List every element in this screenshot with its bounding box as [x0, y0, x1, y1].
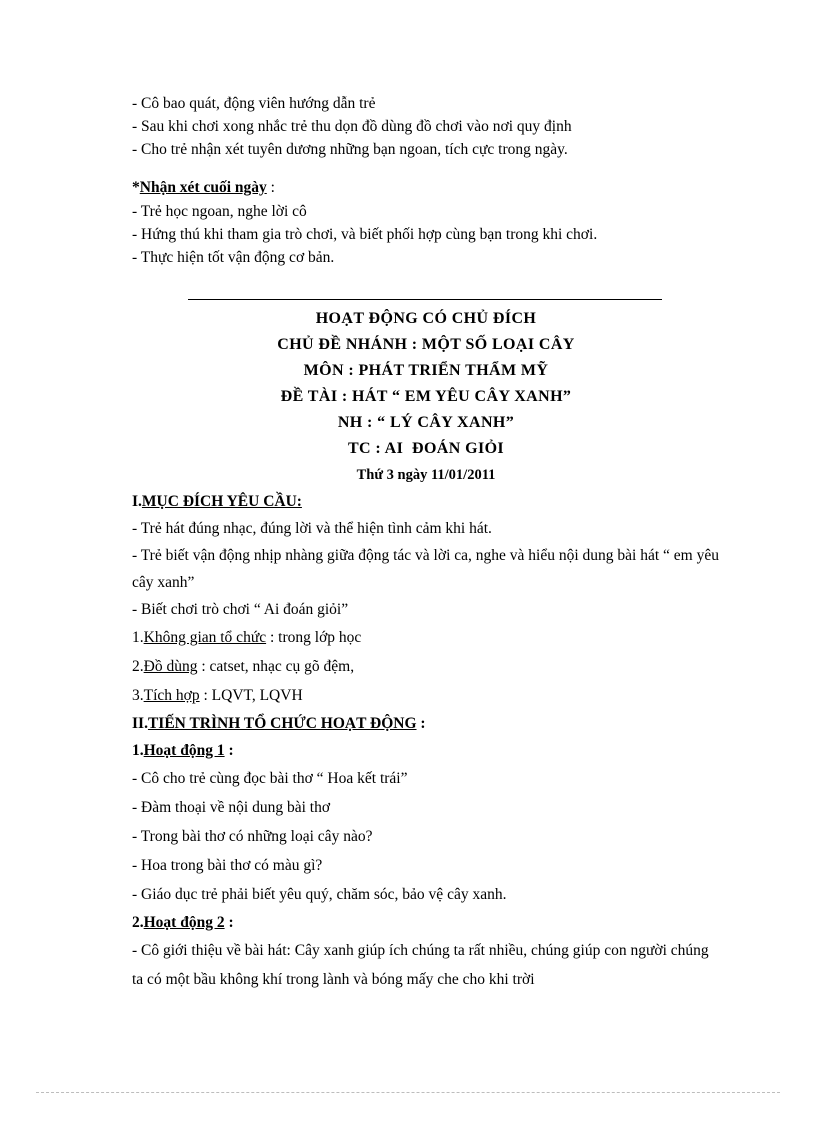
activity-one-bullet: - Trong bài thơ có những loại cây nào? [132, 828, 373, 845]
subitem-text: : LQVT, LQVH [199, 687, 303, 704]
section-one-bullet: - Trẻ biết vận động nhịp nhàng giữa động tác và lời ca, nghe và hiểu nội dung bài hát “ em yêu cây xanh” [132, 547, 719, 591]
activity-one-bullet: - Đàm thoại về nội dung bài thơ [132, 799, 331, 816]
evaluation-heading-star: * [132, 179, 140, 196]
subitem-text: : catset, nhạc cụ gõ đệm, [197, 658, 355, 675]
lesson-title-line: MÔN : PHÁT TRIỂN THẨM MỸ [303, 362, 549, 379]
section-one-heading [132, 488, 720, 515]
section-one [132, 488, 720, 710]
evaluation-heading-colon: : [266, 179, 275, 196]
activity-one-heading [132, 737, 720, 764]
subitem-label: Đồ dùng [143, 658, 198, 675]
section-two-heading [132, 710, 720, 737]
horizontal-divider [188, 299, 662, 300]
evaluation-block [132, 175, 720, 269]
lesson-title-line: NH : “ LÝ CÂY XANH” [337, 414, 515, 431]
section-one-number: I. [132, 493, 142, 510]
top-notes-block [132, 92, 720, 161]
subitem-number: 3. [132, 687, 144, 704]
top-note-line: - Cho trẻ nhận xét tuyên dương những bạn ngoan, tích cực trong ngày. [132, 141, 568, 158]
section-one-subitem [132, 681, 720, 710]
subitem-number: 2. [132, 658, 144, 675]
activity-one-colon: : [224, 742, 234, 759]
section-two-number: II. [132, 715, 148, 732]
subitem-label: Tích hợp [143, 687, 200, 704]
activity-one-bullet: - Cô cho trẻ cùng đọc bài thơ “ Hoa kết trái” [132, 770, 408, 787]
evaluation-item: - Hứng thú khi tham gia trò chơi, và biết phối hợp cùng bạn trong khi chơi. [132, 226, 598, 243]
section-two-heading-text: TIẾN TRÌNH TỔ CHỨC HOẠT ĐỘNG [147, 715, 417, 732]
activity-two-bullet: - Cô giới thiệu về bài hát: Cây xanh giúp ích chúng ta rất nhiều, chúng giúp con người chúng ta có một bầu không khí trong lành và bóng mấy che cho khi trời [132, 942, 709, 988]
section-one-bullet: - Biết chơi trò chơi “ Ai đoán giỏi” [132, 601, 349, 618]
activity-one-label: Hoạt động 1 [143, 742, 225, 759]
evaluation-heading [132, 175, 720, 200]
lesson-date: Thứ 3 ngày 11/01/2011 [356, 467, 496, 483]
spacer [132, 161, 720, 175]
subitem-text: : trong lớp học [266, 629, 362, 646]
evaluation-heading-text: Nhận xét cuối ngày [139, 179, 267, 196]
lesson-title-block [132, 306, 720, 488]
activity-two-colon: : [224, 914, 234, 931]
footer-divider [36, 1092, 780, 1093]
section-one-heading-text: MỤC ĐÍCH YÊU CẦU: [141, 493, 302, 510]
section-two-heading-colon: : [416, 715, 426, 732]
lesson-title-line: CHỦ ĐỀ NHÁNH : MỘT SỐ LOẠI CÂY [277, 336, 575, 353]
spacer [132, 269, 720, 299]
top-note-line: - Cô bao quát, động viên hướng dẫn trẻ [132, 95, 376, 112]
subitem-number: 1. [132, 629, 144, 646]
evaluation-item: - Trẻ học ngoan, nghe lời cô [132, 203, 307, 220]
evaluation-item: - Thực hiện tốt vận động cơ bản. [132, 249, 335, 266]
activity-two-label: Hoạt động 2 [143, 914, 225, 931]
activity-one-bullet: - Hoa trong bài thơ có màu gì? [132, 857, 323, 874]
section-one-bullet: - Trẻ hát đúng nhạc, đúng lời và thể hiện tình cảm khi hát. [132, 520, 492, 537]
section-one-subitem [132, 623, 720, 652]
subitem-label: Không gian tổ chức [143, 629, 267, 646]
activity-two-heading [132, 909, 720, 936]
activity-one-bullet: - Giáo dục trẻ phải biết yêu quý, chăm sóc, bảo vệ cây xanh. [132, 886, 507, 903]
section-two [132, 710, 720, 994]
section-one-subitem [132, 652, 720, 681]
lesson-title-line: TC : AI ĐOÁN GIỎI [347, 440, 505, 457]
lesson-title-line: ĐỀ TÀI : HÁT “ EM YÊU CÂY XANH” [280, 388, 572, 405]
lesson-title-line: HOẠT ĐỘNG CÓ CHỦ ĐÍCH [315, 310, 537, 327]
activity-two-number: 2. [132, 914, 144, 931]
activity-one-number: 1. [132, 742, 144, 759]
top-note-line: - Sau khi chơi xong nhắc trẻ thu dọn đồ dùng đồ chơi vào nơi quy định [132, 118, 572, 135]
